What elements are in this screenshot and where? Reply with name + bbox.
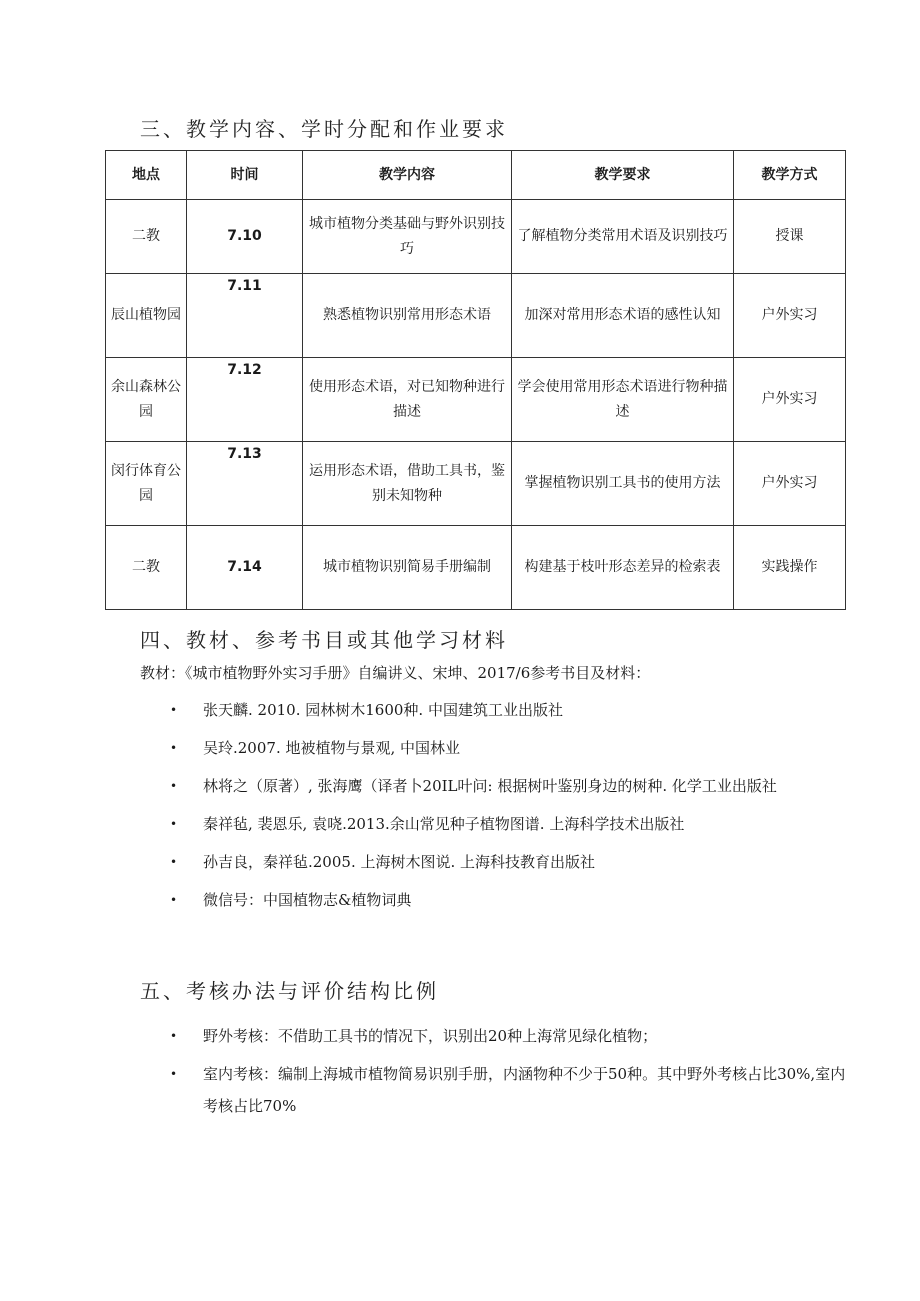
reference-list [170,694,850,922]
cell-method: 实践操作 [734,526,846,610]
bullet-icon: • [170,741,178,755]
cell-time: 7.14 [187,526,303,610]
bullet-icon: • [170,817,178,831]
header-place: 地点 [106,151,187,200]
cell-requirement: 构建基于枝叶形态差异的检索表 [512,526,734,610]
section-4-heading: 四、教材、参考书目或其他学习材料 [140,628,508,652]
list-item [170,694,850,726]
cell-place: 辰山植物园 [106,274,187,358]
cell-requirement: 学会使用常用形态术语进行物种描述 [512,358,734,442]
cell-time: 7.12 [187,358,303,442]
cell-requirement: 加深对常用形态术语的感性认知 [512,274,734,358]
section-3-heading: 三、教学内容、学时分配和作业要求 [140,117,508,141]
assessment-text: 室内考核：编制上海城市植物简易识别手册，内涵物种不少于50种。其中野外考核占比30%,室内考核占比70% [203,1065,846,1115]
bullet-icon: • [170,703,178,717]
cell-method: 户外实习 [734,274,846,358]
table-row [106,526,846,610]
list-item [170,1020,850,1052]
list-item [170,770,850,802]
header-requirement: 教学要求 [512,151,734,200]
cell-place: 二教 [106,526,187,610]
cell-place: 二教 [106,200,187,274]
cell-content: 城市植物识别简易手册编制 [303,526,512,610]
cell-place: 余山森林公园 [106,358,187,442]
table-header-row [106,151,846,200]
reference-text: 林将之（原著）, 张海鹰（译者卜20IL叶问: 根据树叶鉴别身边的树种. 化学工业出版社 [203,777,777,795]
bullet-icon: • [170,1029,178,1043]
list-item [170,808,850,840]
cell-method: 户外实习 [734,442,846,526]
cell-method: 户外实习 [734,358,846,442]
schedule-table [105,150,846,610]
bullet-icon: • [170,893,178,907]
cell-method: 授课 [734,200,846,274]
reference-text: 微信号：中国植物志&植物词典 [203,891,412,909]
textbook-intro: 教材：《城市植物野外实习手册》自编讲义、宋坤、2017/6参考书目及材料： [140,664,651,682]
cell-requirement: 了解植物分类常用术语及识别技巧 [512,200,734,274]
assessment-text: 野外考核：不借助工具书的情况下，识别出20种上海常见绿化植物； [203,1027,658,1045]
cell-place: 闵行体育公园 [106,442,187,526]
cell-time: 7.10 [187,200,303,274]
cell-content: 熟悉植物识别常用形态术语 [303,274,512,358]
bullet-icon: • [170,779,178,793]
reference-text: 秦祥毡, 裴恩乐, 袁哓.2013.余山常见种子植物图谱. 上海科学技术出版社 [203,815,685,833]
assessment-list [170,1020,850,1128]
table-row [106,442,846,526]
cell-content: 使用形态术语，对已知物种进行描述 [303,358,512,442]
cell-content: 运用形态术语，借助工具书，鉴别未知物种 [303,442,512,526]
list-item [170,732,850,764]
section-5-heading: 五、考核办法与评价结构比例 [140,979,439,1003]
cell-content: 城市植物分类基础与野外识别技巧 [303,200,512,274]
reference-text: 吴玲.2007. 地被植物与景观, 中国林业 [203,739,461,757]
header-content: 教学内容 [303,151,512,200]
cell-time: 7.13 [187,442,303,526]
list-item [170,846,850,878]
cell-time: 7.11 [187,274,303,358]
reference-text: 孙吉良，秦祥毡.2005. 上海树木图说. 上海科技教育出版社 [203,853,596,871]
bullet-icon: • [170,1067,178,1081]
list-item [170,1058,850,1122]
cell-requirement: 掌握植物识别工具书的使用方法 [512,442,734,526]
bullet-icon: • [170,855,178,869]
header-method: 教学方式 [734,151,846,200]
table-row [106,358,846,442]
header-time: 时间 [187,151,303,200]
table-row [106,274,846,358]
table-row [106,200,846,274]
list-item [170,884,850,916]
reference-text: 张天麟. 2010. 园林树木1600种. 中国建筑工业出版社 [203,701,563,719]
